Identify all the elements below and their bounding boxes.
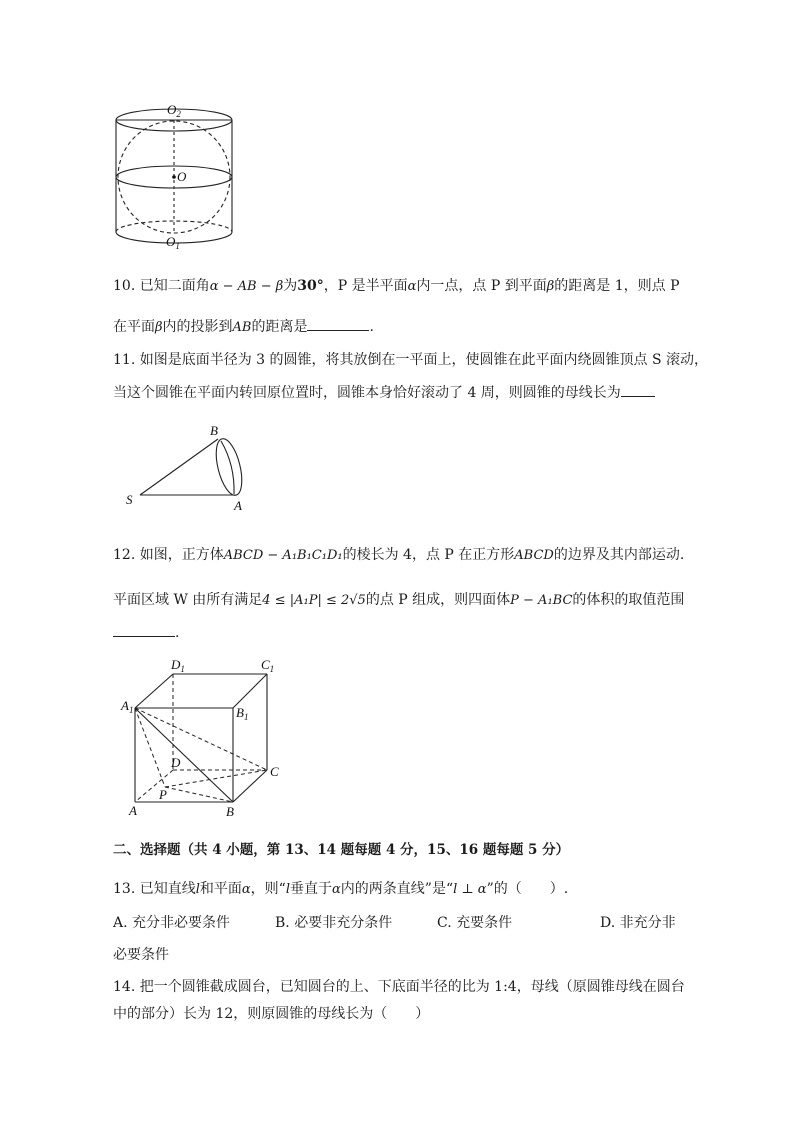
label-A1: $A_1$ xyxy=(121,698,134,715)
q11-answer-blank[interactable] xyxy=(621,382,655,397)
cone-edge-SB xyxy=(140,439,218,495)
label-B1: $B_1$ xyxy=(236,705,249,722)
label-B: B xyxy=(226,804,234,819)
q13-option-b[interactable]: B. 必要非充分条件 xyxy=(275,915,393,931)
cone-base-outer xyxy=(211,436,246,498)
section-heading: 二、选择题（共 4 小题，第 13、14 题每题 4 分，15、16 题每题 5 分） xyxy=(113,842,570,858)
label-C: C xyxy=(270,764,279,779)
label-P: P xyxy=(159,787,167,802)
label-D: D xyxy=(171,755,181,770)
center-point xyxy=(172,175,176,179)
q12-answer-blank[interactable] xyxy=(113,622,175,637)
label-B: B xyxy=(210,423,218,438)
q11-line1: 11. 如图是底面半径为 3 的圆锥，将其放倒在一平面上，使圆锥在此平面内绕圆锥顶点 S 滚动， xyxy=(113,352,709,368)
q12-line1: 12. 如图，正方体ABCD − A₁B₁C₁D₁的棱长为 4，点 P 在正方形ABCD的边界及其内部运动. xyxy=(113,547,685,563)
label-S: S xyxy=(126,492,133,507)
q10-answer-blank[interactable] xyxy=(307,316,369,331)
cube-figure xyxy=(115,655,295,820)
q12-line3: . xyxy=(113,622,179,643)
q13-stem: 13. 已知直线l和平面α，则“l垂直于α内的两条直线”是“l ⊥ α”的（ ）. xyxy=(113,881,569,897)
label-O1: $O_1$ xyxy=(166,234,180,251)
q14-line1: 14. 把一个圆锥截成圆台，已知圆台的上、下底面半径的比为 1:4，母线（原圆锥母线在圆台 xyxy=(113,979,685,995)
q10-line1: 10. 已知二面角α − AB − β为30°，P 是半平面α内一点，点 P 到平面β的距离是 1，则点 P xyxy=(113,278,680,294)
q12-line2: 平面区域 W 由所有满足4 ≤ |A₁P| ≤ 2√5的点 P 组成，则四面体P − A₁BC的体积的取值范围 xyxy=(113,592,685,608)
cone-figure xyxy=(118,420,258,516)
label-D1: $D_1$ xyxy=(171,657,185,674)
q10-line2: 在平面β内的投影到AB的距离是 . xyxy=(113,316,374,338)
q13-option-d-continued: 必要条件 xyxy=(113,947,169,963)
q14-line2: 中的部分）长为 12，则原圆锥的母线长为（ ） xyxy=(113,1006,430,1022)
cone-base-inner xyxy=(221,441,234,494)
q13-option-d[interactable]: D. 非充分非 xyxy=(600,915,676,931)
label-A: A xyxy=(129,803,137,818)
label-A: A xyxy=(234,498,242,513)
q13-option-c[interactable]: C. 充要条件 xyxy=(437,915,513,931)
q13-option-a[interactable]: A. 充分非必要条件 xyxy=(113,915,231,931)
q11-line2: 当这个圆锥在平面内转回原位置时，圆锥本身恰好滚动了 4 周，则圆锥的母线长为 xyxy=(113,382,655,403)
label-O2: $O_2$ xyxy=(167,102,181,119)
segment-PB xyxy=(165,787,233,802)
label-O: O xyxy=(177,169,187,184)
cylinder-sphere-figure xyxy=(105,98,245,252)
label-C1: $C_1$ xyxy=(261,657,275,674)
segment-A1B xyxy=(135,708,233,802)
